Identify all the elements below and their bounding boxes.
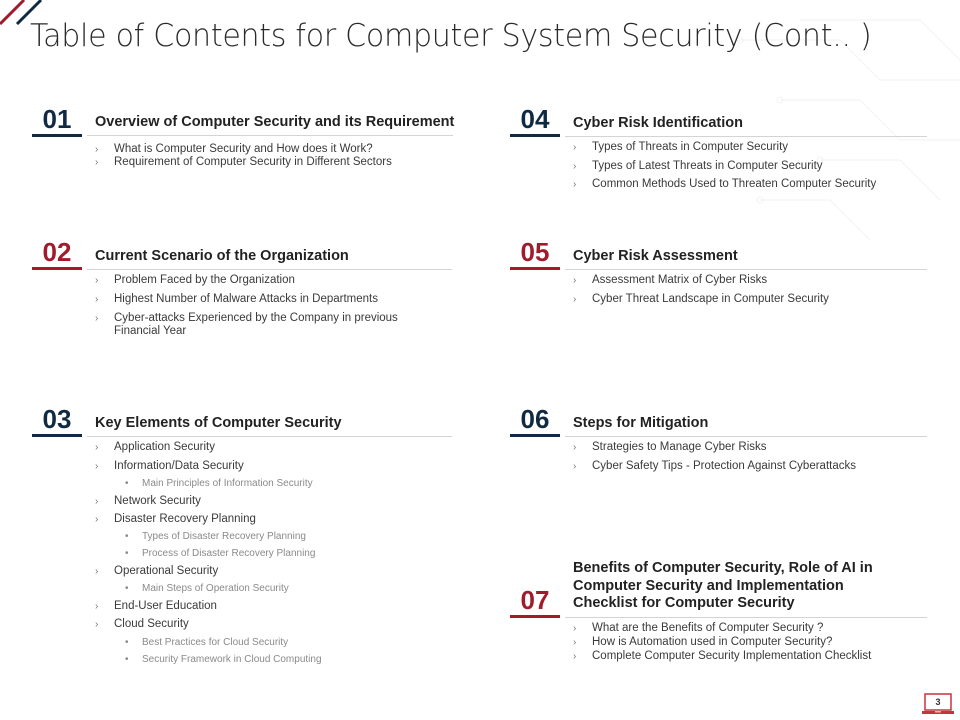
list-item[interactable]: › Cloud Security [95, 618, 189, 630]
section-number-underline [510, 134, 560, 137]
bullet-dot-icon: • [125, 548, 129, 559]
chevron-right-icon: › [95, 461, 99, 472]
toc-section-04[interactable] [510, 104, 940, 199]
section-divider [565, 269, 927, 270]
list-item[interactable]: › Network Security [95, 495, 201, 507]
list-item[interactable]: › Information/Data Security [95, 460, 244, 472]
sub-list-item[interactable]: • Types of Disaster Recovery Planning [125, 531, 306, 542]
sub-list-item[interactable]: • Best Practices for Cloud Security [125, 637, 289, 648]
page-number: 3 [935, 697, 941, 707]
chevron-right-icon: › [95, 619, 99, 630]
page-title: Table of Contents for Computer System Security (Cont.. ) [30, 18, 872, 54]
bullet-dot-icon: • [125, 654, 129, 665]
sub-list-item[interactable]: • Security Framework in Cloud Computing [125, 654, 322, 665]
section-number: 02 [42, 237, 72, 267]
bullet-dot-icon: • [125, 531, 129, 542]
list-item-continuation: Financial Year [114, 325, 187, 337]
section-number: 07 [520, 585, 550, 615]
chevron-right-icon: › [573, 623, 577, 634]
section-divider [565, 617, 927, 618]
section-title-line: Checklist for Computer Security [573, 595, 795, 611]
section-title: Cyber Risk Identification [573, 115, 744, 131]
section-number-underline [510, 267, 560, 270]
section-number-underline [32, 134, 82, 137]
chevron-right-icon: › [573, 294, 577, 305]
chevron-right-icon: › [95, 442, 99, 453]
chevron-right-icon: › [573, 275, 577, 286]
bullet-dot-icon: • [125, 583, 129, 594]
section-title-line: Computer Security and Implementation [573, 577, 844, 594]
chevron-right-icon: › [95, 294, 99, 305]
list-item[interactable]: › Cyber Threat Landscape in Computer Security [573, 293, 829, 305]
chevron-right-icon: › [95, 601, 99, 612]
section-title: Overview of Computer Security and its Requirement [95, 114, 455, 130]
toc-section-06[interactable] [510, 404, 940, 484]
list-item[interactable]: › Assessment Matrix of Cyber Risks [573, 274, 768, 286]
list-item[interactable]: › What is Computer Security and How does it Work? [95, 143, 373, 155]
section-number-underline [510, 434, 560, 437]
sub-list-item[interactable]: • Main Steps of Operation Security [125, 583, 289, 594]
chevron-right-icon: › [573, 142, 577, 153]
bullet-dot-icon: • [125, 478, 129, 489]
chevron-right-icon: › [573, 651, 577, 662]
toc-section-03[interactable] [32, 404, 462, 674]
chevron-right-icon: › [95, 566, 99, 577]
list-item[interactable]: › Application Security [95, 441, 215, 453]
sub-list-item[interactable]: • Main Principles of Information Security [125, 478, 313, 489]
list-item[interactable]: › How is Automation used in Computer Security? [573, 636, 833, 648]
chevron-right-icon: › [573, 637, 577, 648]
section-title: Key Elements of Computer Security [95, 415, 342, 431]
section-number: 06 [520, 404, 550, 434]
section-number: 03 [42, 404, 72, 434]
list-item[interactable]: › Highest Number of Malware Attacks in Departments [95, 293, 378, 305]
section-items [95, 441, 322, 666]
list-item[interactable]: › Types of Latest Threats in Computer Security [573, 160, 823, 172]
section-divider [87, 436, 452, 437]
section-title-line: Benefits of Computer Security, Role of AI in [573, 560, 873, 576]
section-items [573, 441, 856, 473]
section-items [95, 274, 398, 338]
section-number: 04 [520, 104, 550, 134]
chevron-right-icon: › [95, 144, 99, 155]
section-number: 01 [42, 104, 72, 134]
sub-list-item[interactable]: • Process of Disaster Recovery Planning [125, 548, 316, 559]
section-items [573, 274, 829, 306]
list-item[interactable]: › Problem Faced by the Organization [95, 274, 295, 286]
list-item[interactable]: › Strategies to Manage Cyber Risks [573, 441, 767, 453]
section-items [573, 622, 871, 663]
bullet-dot-icon: • [125, 637, 129, 648]
section-number-underline [32, 434, 82, 437]
chevron-right-icon: › [573, 461, 577, 472]
section-number-underline [510, 615, 560, 618]
list-item[interactable]: › Complete Computer Security Implementation Checklist [573, 650, 872, 662]
chevron-right-icon: › [95, 496, 99, 507]
list-item[interactable]: › Requirement of Computer Security in Different Sectors [95, 156, 392, 168]
chevron-right-icon: › [573, 161, 577, 172]
section-divider [565, 436, 927, 437]
chevron-right-icon: › [95, 514, 99, 525]
list-item[interactable]: › Types of Threats in Computer Security [573, 141, 789, 153]
section-title [573, 560, 873, 613]
section-divider [565, 136, 927, 137]
toc-section-07[interactable] [510, 558, 940, 668]
toc-section-02[interactable] [32, 237, 462, 347]
list-item[interactable]: › Cyber-attacks Experienced by the Company in previous [95, 312, 398, 324]
section-title: Cyber Risk Assessment [573, 248, 738, 264]
section-number: 05 [520, 237, 550, 267]
toc-section-01[interactable] [32, 104, 462, 184]
chevron-right-icon: › [95, 275, 99, 286]
toc-section-05[interactable] [510, 237, 940, 317]
list-item[interactable]: › Disaster Recovery Planning [95, 513, 256, 525]
section-number-underline [32, 267, 82, 270]
section-title: Current Scenario of the Organization [95, 248, 349, 264]
list-item[interactable]: › End-User Education [95, 600, 217, 612]
chevron-right-icon: › [95, 313, 99, 324]
chevron-right-icon: › [573, 442, 577, 453]
list-item[interactable]: › Common Methods Used to Threaten Computer Security [573, 178, 877, 190]
section-items [573, 141, 876, 191]
chevron-right-icon: › [95, 157, 99, 168]
list-item[interactable]: › Operational Security [95, 565, 219, 577]
section-items [95, 143, 392, 169]
section-divider [87, 135, 453, 136]
section-divider [87, 269, 452, 270]
list-item[interactable]: › Cyber Safety Tips - Protection Against Cyberattacks [573, 460, 856, 472]
chevron-right-icon: › [573, 179, 577, 190]
list-item[interactable]: › What are the Benefits of Computer Security ? [573, 622, 824, 634]
section-title: Steps for Mitigation [573, 415, 709, 431]
